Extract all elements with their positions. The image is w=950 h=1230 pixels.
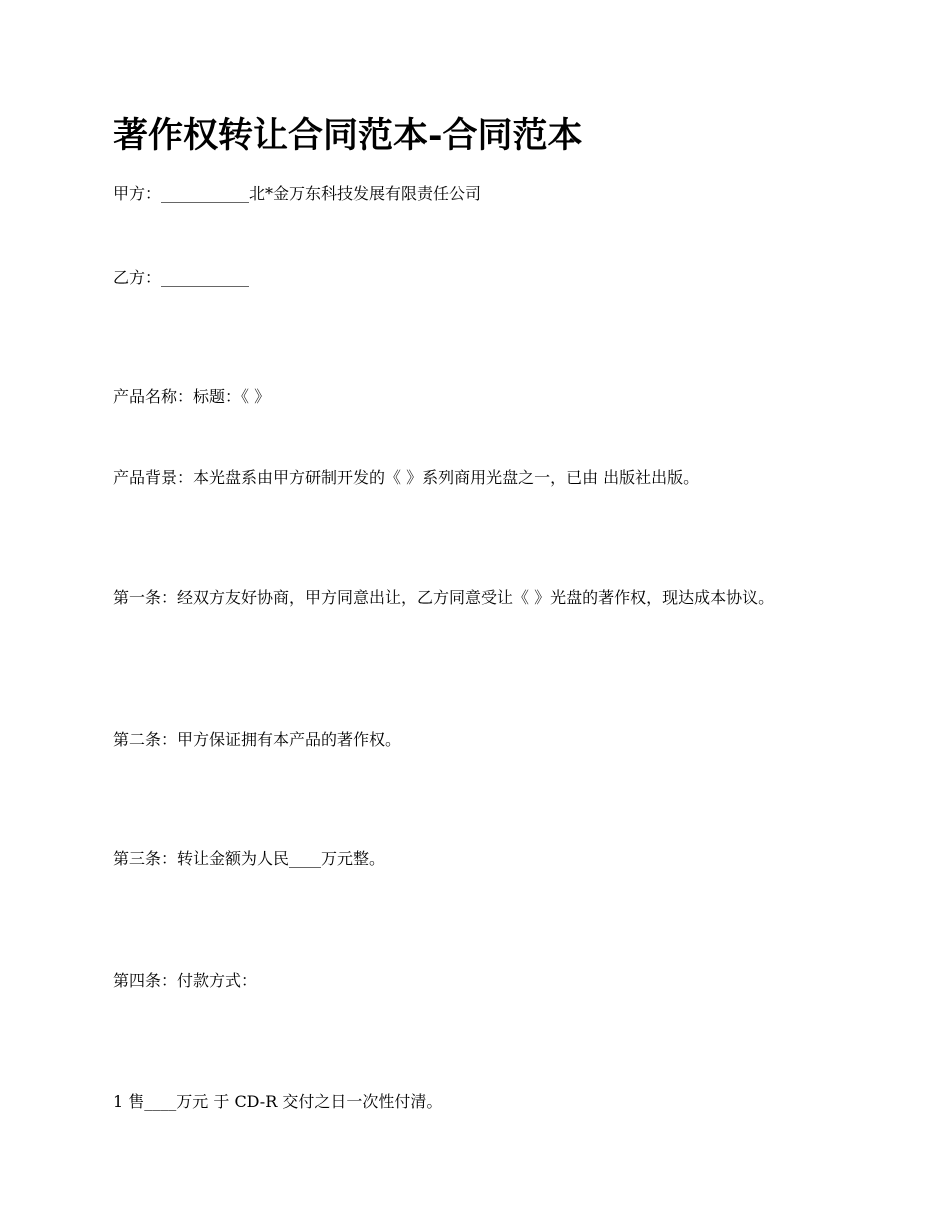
article-two-paragraph: 第二条：甲方保证拥有本产品的著作权。 bbox=[113, 730, 402, 749]
payment-item-1: 1 售____万元 于 CD-R 交付之日一次性付清。 bbox=[113, 1092, 443, 1111]
article-four-paragraph: 第四条：付款方式： bbox=[113, 971, 258, 990]
party-b-line: 乙方：___________ bbox=[113, 268, 250, 287]
article-three-paragraph: 第三条：转让金额为人民____万元整。 bbox=[113, 849, 386, 868]
party-a-line: 甲方：___________北*金万东科技发展有限责任公司 bbox=[113, 184, 482, 203]
article-one-paragraph: 第一条：经双方友好协商，甲方同意出让，乙方同意受让《 》光盘的著作权，现达成本协议。 bbox=[113, 588, 775, 607]
document-title: 著作权转让合同范本-合同范本 bbox=[113, 115, 583, 156]
product-background-paragraph: 产品背景：本光盘系由甲方研制开发的《 》系列商用光盘之一，已由 出版社出版。 bbox=[113, 468, 700, 487]
product-name-line: 产品名称：标题：《 》 bbox=[113, 387, 271, 406]
